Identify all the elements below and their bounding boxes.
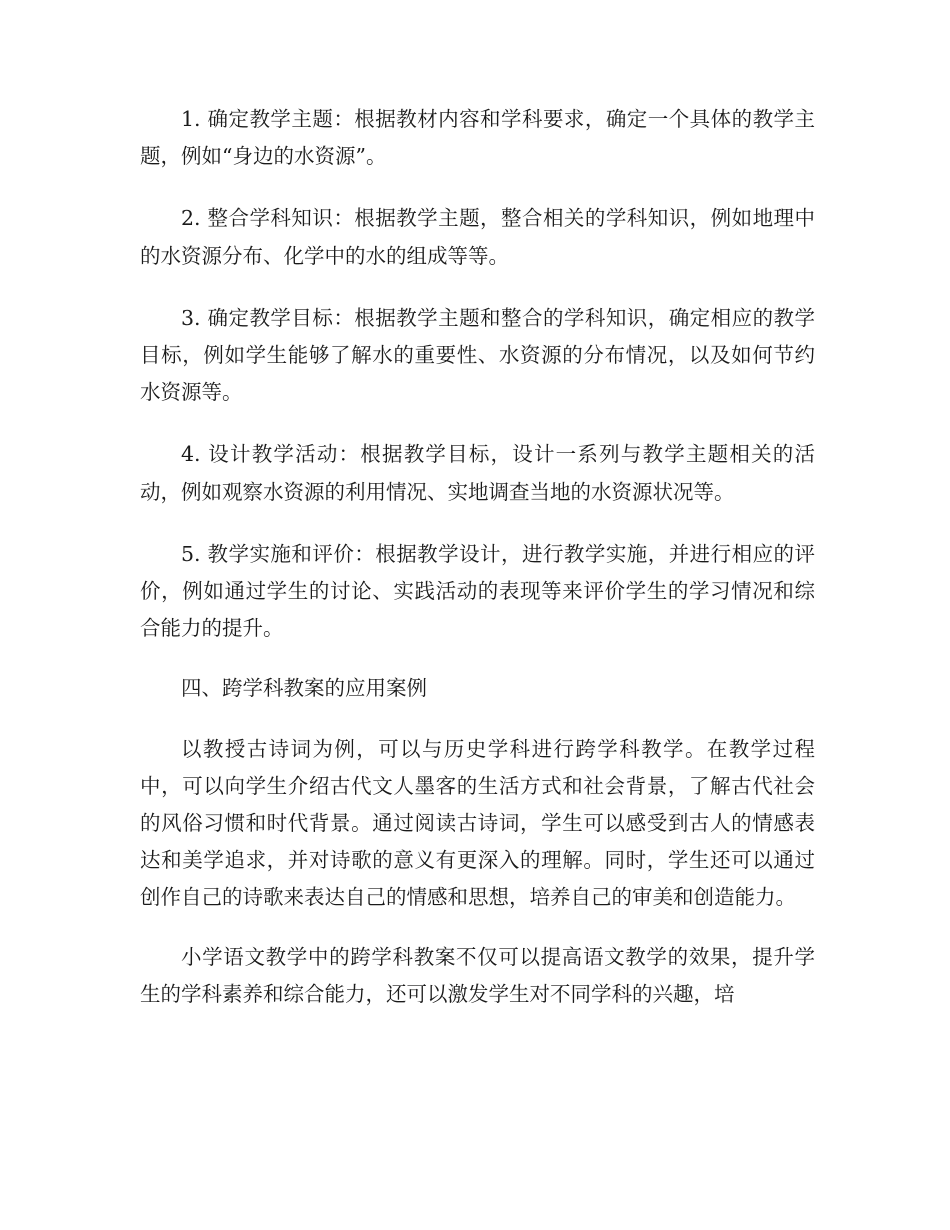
step-3-paragraph: 3. 确定教学目标：根据教学主题和整合的学科知识，确定相应的教学目标，例如学生能够了解水的重要性、水资源的分布情况，以及如何节约水资源等。 bbox=[140, 305, 815, 405]
step-2-paragraph: 2. 整合学科知识：根据教学主题，整合相关的学科知识，例如地理中的水资源分布、化学中的水的组成等等。 bbox=[140, 206, 815, 268]
section-heading: 四、跨学科教案的应用案例 bbox=[181, 676, 427, 701]
step-1-paragraph: 1. 确定教学主题：根据教材内容和学科要求，确定一个具体的教学主题，例如“身边的水资源”。 bbox=[140, 107, 815, 169]
document-body bbox=[140, 101, 815, 1038]
conclusion-paragraph: 小学语文教学中的跨学科教案不仅可以提高语文教学的效果，提升学生的学科素养和综合能力，还可以激发学生对不同学科的兴趣，培 bbox=[140, 944, 815, 1006]
step-5-paragraph: 5. 教学实施和评价：根据教学设计，进行教学实施，并进行相应的评价，例如通过学生的讨论、实践活动的表现等来评价学生的学习情况和综合能力的提升。 bbox=[140, 541, 815, 641]
step-4-paragraph: 4. 设计教学活动：根据教学目标，设计一系列与教学主题相关的活动，例如观察水资源的利用情况、实地调查当地的水资源状况等。 bbox=[140, 442, 815, 504]
case-example-paragraph: 以教授古诗词为例，可以与历史学科进行跨学科教学。在教学过程中，可以向学生介绍古代文人墨客的生活方式和社会背景，了解古代社会的风俗习惯和时代背景。通过阅读古诗词，学生可以感受到古人的情感表达和美学追求，并对诗歌的意义有更深入的理解。同时，学生还可以通过创作自己的诗歌来表达自己的情感和思想，培养自己的审美和创造能力。 bbox=[140, 736, 815, 910]
